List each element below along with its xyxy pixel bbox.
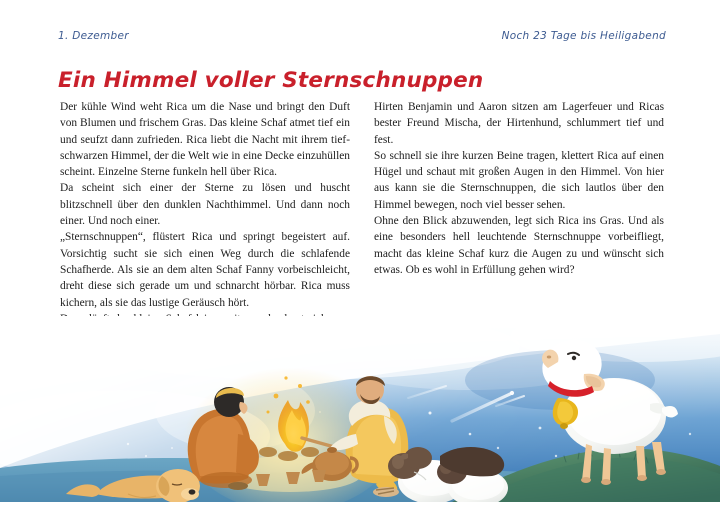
paragraph: Der kühle Wind weht Rica um die Nase und bringt den Duft von Blumen und frischem Gras. Das kleine Schaf atmet tief ein und seufzt dann zufrieden. Rica liebt die Nacht mit ihrem tiefschwarzen Himmel, der die Welt wie in eine Decke einzuhüllen scheint. Einzelne Sterne funkeln hell über Rica. (60, 101, 350, 179)
page-title: Ein Himmel voller Sternschnuppen (58, 68, 484, 94)
paragraph: Hirten Benjamin und Aaron sitzen am Lagerfeuer und Ricas bester Freund Mischa, der Hirtenhund, schlummert tief und fest. (374, 101, 664, 146)
left-column (60, 99, 350, 343)
story-body (60, 99, 664, 343)
story-illustration (0, 316, 720, 502)
paragraph: So schnell sie ihre kurzen Beine tragen, klettert Rica auf einen Hügel und schaut mit großen Augen in den Himmel. Von hier aus kann sie die Sternschnuppen, die sich lautlos über den Himmel bewegen, noch viel besser sehen. (374, 149, 664, 211)
paragraph: Da scheint sich einer der Sterne zu lösen und huscht blitzschnell über den dunklen Nachthimmel. Und dann noch einer. Und noch einer. (60, 182, 350, 228)
date-label: 1. Dezember (58, 30, 129, 42)
paragraph: „Sternschnuppen“, flüstert Rica und springt begeistert auf. Vorsichtig sucht sie sich einen Weg durch die schlafende Schafherde. Als sie an dem alten Schaf Fanny vorbeischleicht, dreht diese sich gerade um und schnarcht hörbar. Rica muss kichern, als sie das lustige Geräusch hört. (60, 231, 350, 309)
sleeping-sheep-herd (388, 447, 508, 502)
paragraph: Ohne den Blick abzuwenden, legt sich Rica ins Gras. Und als eine besonders hell leuchtende Sternschnuppe vorbeifliegt, macht das kleine Schaf kurz die Augen zu und wünscht sich etwas. Ob es wohl in Erfüllung gehen wird? (374, 215, 664, 276)
illustration-canvas (0, 316, 720, 502)
countdown-label: Noch 23 Tage bis Heiligabend (501, 30, 666, 42)
right-column (374, 99, 664, 343)
page-footer-strip (0, 502, 720, 508)
running-heads (58, 30, 666, 42)
